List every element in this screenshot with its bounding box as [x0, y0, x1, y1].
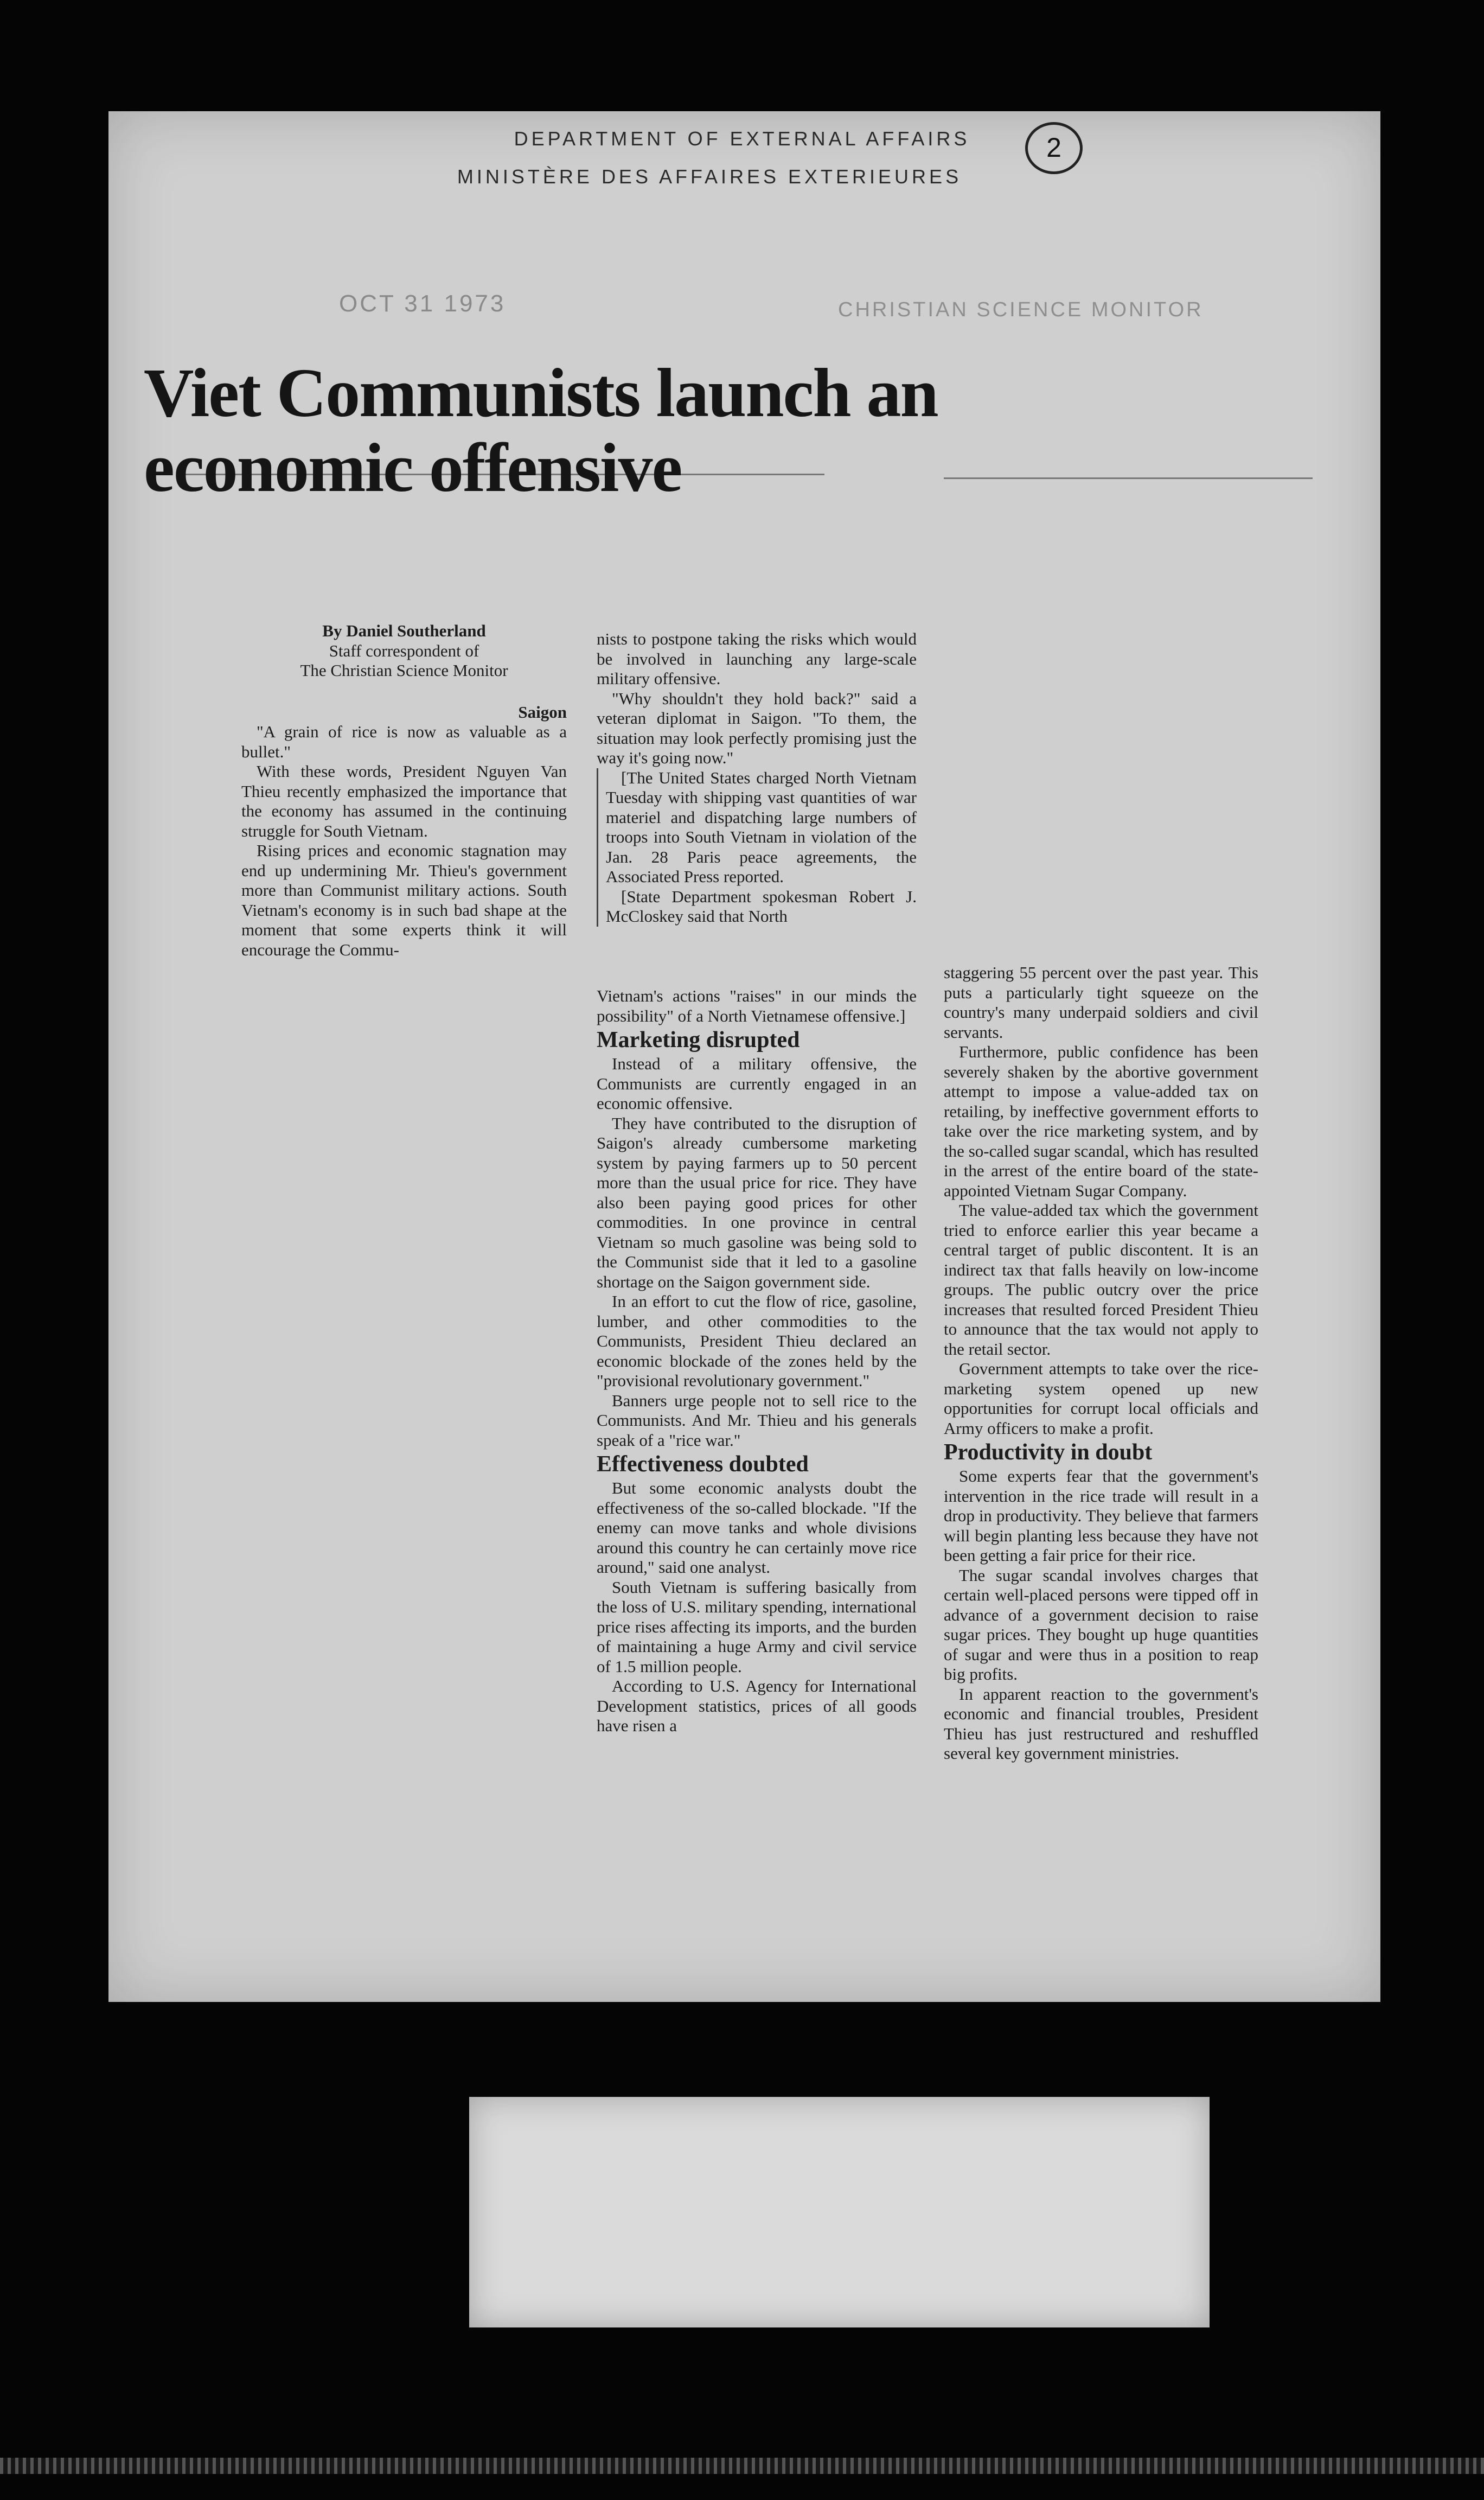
- paragraph: [The United States charged North Vietnam Tuesday with shipping vast quantities of war materiel and dispatching large numbers of troops into South Vietnam in violation of the Jan. 28 Paris peace agreements, the Associated Press reported.: [606, 768, 917, 886]
- source-stamp: CHRISTIAN SCIENCE MONITOR: [838, 298, 1204, 321]
- divider-right: [944, 477, 1313, 479]
- page-number-circle: 2: [1025, 122, 1083, 174]
- subheading-marketing: Marketing disrupted: [597, 1028, 800, 1053]
- film-edge: [0, 2458, 1484, 2474]
- paragraph: staggering 55 percent over the past year. This puts a particularly tight squeeze on the country's many underpaid soldiers and civil servants.: [944, 963, 1258, 1042]
- subheading-effectiveness: Effectiveness doubted: [597, 1452, 809, 1477]
- paragraph: The sugar scandal involves charges that certain well-placed persons were tipped off in advance of a government decision to raise sugar prices. They bought up huge quantities of sugar and were thus in a position to reap big profits.: [944, 1565, 1258, 1683]
- article-column-3: [944, 963, 1258, 1764]
- paragraph: "A grain of rice is now as valuable as a bullet.": [241, 722, 567, 761]
- article-headline: Viet Communists launch an economic offensive: [144, 354, 938, 506]
- byline-role: Staff correspondent of: [329, 641, 479, 660]
- paragraph: In apparent reaction to the government's economic and financial troubles, President Thieu has just restructured and reshuffled several key government ministries.: [944, 1684, 1258, 1763]
- article-column-2-lower: [597, 986, 917, 1736]
- paragraph: Government attempts to take over the rice-marketing system opened up new opportunities for corrupt local officials and Army officers to make a profit.: [944, 1359, 1258, 1438]
- byline: By Daniel Southerland: [322, 621, 486, 640]
- date-stamp: OCT 31 1973: [339, 290, 506, 317]
- dateline: Saigon: [518, 702, 567, 722]
- paragraph: Furthermore, public confidence has been severely shaken by the abortive government attempt to impose a value-added tax on retailing, by ineffective government efforts to take over the rice marketing system, and by the so-called sugar scandal, which has resulted in the arrest of the entire board of the state-appointed Vietnam Sugar Company.: [944, 1042, 1258, 1200]
- paragraph: Some experts fear that the government's intervention in the rice trade will result in a drop in productivity. They believe that farmers will begin planting less because they have not been getting a fair price for their rice.: [944, 1466, 1258, 1565]
- paragraph: In an effort to cut the flow of rice, gasoline, lumber, and other commodities to the Communists, President Thieu declared an economic blockade of the zones held by the "provisional revolutionary government.": [597, 1292, 917, 1390]
- paragraph: They have contributed to the disruption of Saigon's already cumbersome marketing system by paying farmers up to 50 percent more than the usual price for rice. They have also been paying good prices for other commodities. In one province in central Vietnam so much gasoline was being sold to the Communist side that it led to a gasoline shortage on the Saigon government side.: [597, 1113, 917, 1291]
- paragraph: Instead of a military offensive, the Communists are currently engaged in an economic offensive.: [597, 1054, 917, 1113]
- article-column-1: [241, 621, 567, 960]
- department-header-en: DEPARTMENT OF EXTERNAL AFFAIRS: [514, 127, 970, 150]
- subheading-productivity: Productivity in doubt: [944, 1440, 1153, 1465]
- paragraph: But some economic analysts doubt the effectiveness of the so-called blockade. "If the enemy can move tanks and whole divisions around this country he can certainly move rice around," said one analyst.: [597, 1478, 917, 1577]
- department-header-fr: MINISTÈRE DES AFFAIRES EXTERIEURES: [457, 165, 962, 188]
- paragraph: Banners urge people not to sell rice to the Communists. And Mr. Thieu and his generals speak of a "rice war.": [597, 1391, 917, 1450]
- paragraph: South Vietnam is suffering basically from the loss of U.S. military spending, international price rises affecting its imports, and the burden of maintaining a huge Army and civil service of 1.5 million people.: [597, 1577, 917, 1676]
- bracketed-insert: [597, 768, 917, 927]
- paragraph: With these words, President Nguyen Van Thieu recently emphasized the importance that the economy has assumed in the continuing struggle for South Vietnam.: [241, 762, 567, 840]
- paragraph: [State Department spokesman Robert J. McCloskey said that North: [606, 887, 917, 926]
- byline-paper: The Christian Science Monitor: [300, 661, 508, 680]
- article-column-2-top: [597, 629, 917, 927]
- paragraph: "Why shouldn't they hold back?" said a veteran diplomat in Saigon. "To them, the situation may look perfectly promising just the way it's going now.": [597, 688, 917, 767]
- paragraph: The value-added tax which the government tried to enforce earlier this year became a central target of public discontent. It is an indirect tax that falls heavily on low-income groups. The public outcry over the price increases that resulted forced President Thieu to announce that the tax would not apply to the retail sector.: [944, 1201, 1258, 1359]
- paragraph: nists to postpone taking the risks which would be involved in launching any large-scale military offensive.: [597, 629, 917, 688]
- paragraph: Rising prices and economic stagnation may end up undermining Mr. Thieu's government more than Communist military actions. South Vietnam's economy is in such bad shape at the moment that some experts think it will encourage the Commu-: [241, 841, 567, 959]
- paragraph: According to U.S. Agency for International Development statistics, prices of all goods have risen a: [597, 1676, 917, 1735]
- paragraph: Vietnam's actions "raises" in our minds the possibility" of a North Vietnamese offensive.]: [597, 986, 917, 1025]
- blank-label-slip: [469, 2097, 1210, 2327]
